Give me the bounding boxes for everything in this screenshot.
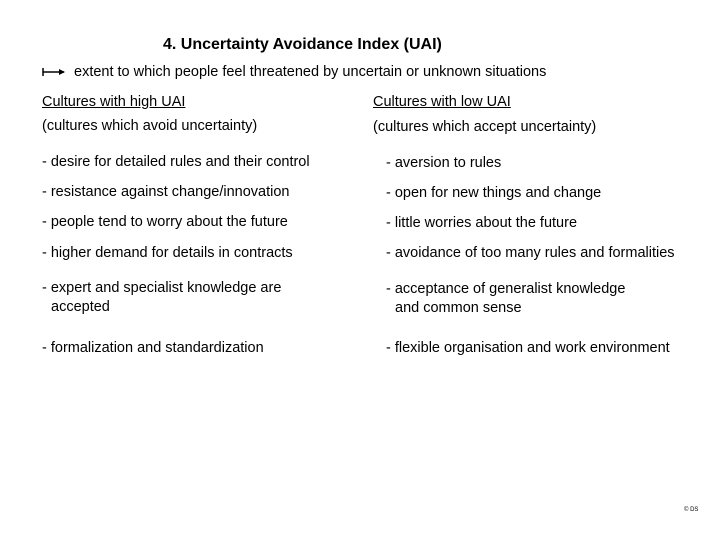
left-item-knowledge: - expert and specialist knowledge are (42, 280, 282, 296)
copyright-footer: © DS (684, 507, 699, 513)
left-item-formalization: - formalization and standardization (42, 340, 264, 356)
right-column-subheading: (cultures which accept uncertainty) (373, 119, 597, 135)
right-item-knowledge-cont: and common sense (395, 300, 522, 316)
left-item-change: - resistance against change/innovation (42, 184, 290, 200)
right-item-knowledge: - acceptance of generalist knowledge (386, 281, 626, 297)
left-item-knowledge-cont: accepted (51, 299, 110, 315)
left-item-rules: - desire for detailed rules and their control (42, 154, 310, 170)
right-item-flexible: - flexible organisation and work environment (386, 340, 670, 356)
right-item-formalities: - avoidance of too many rules and formalities (386, 245, 675, 261)
definition-text: extent to which people feel threatened by uncertain or unknown situations (74, 64, 547, 80)
left-item-contracts: - higher demand for details in contracts (42, 245, 293, 261)
right-item-rules: - aversion to rules (386, 155, 502, 171)
right-item-future: - little worries about the future (386, 215, 578, 231)
page-title: 4. Uncertainty Avoidance Index (UAI) (163, 36, 442, 53)
left-column-subheading: (cultures which avoid uncertainty) (42, 118, 258, 134)
arrow-right-icon (42, 66, 66, 78)
left-column-heading: Cultures with high UAI (42, 94, 186, 110)
right-column-heading: Cultures with low UAI (373, 94, 511, 110)
right-item-change: - open for new things and change (386, 185, 602, 201)
left-item-future: - people tend to worry about the future (42, 214, 288, 230)
